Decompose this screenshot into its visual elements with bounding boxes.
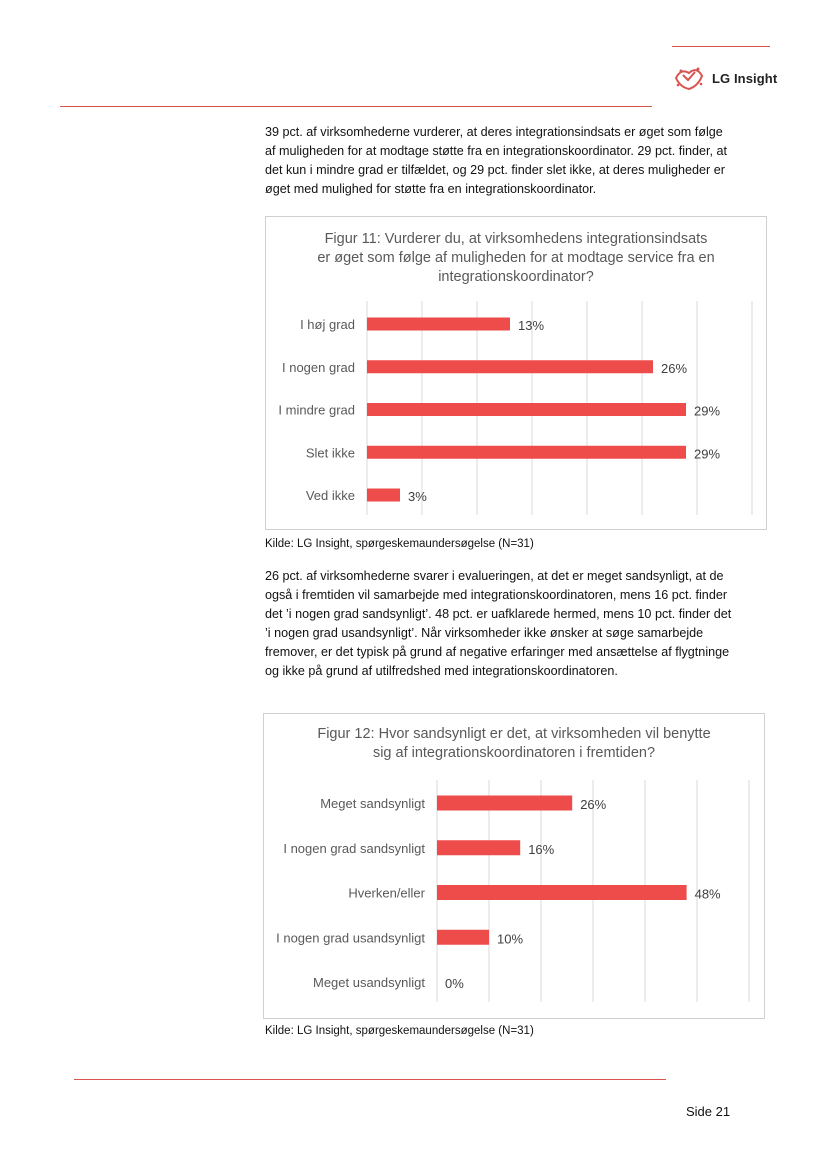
figure-11-title-line: er øget som følge af muligheden for at modtage service fra en [317, 250, 715, 266]
figure-12-caption: Kilde: LG Insight, spørgeskemaundersøgelse (N=31) [265, 1025, 534, 1037]
figure-11-title-line: Figur 11: Vurderer du, at virksomhedens integrationsindsats [324, 231, 708, 247]
figure-12-data-label: 48% [694, 886, 721, 902]
figure-12-bar [437, 840, 520, 855]
figure-11-category-label: I nogen grad [281, 359, 355, 375]
figure-11-category-label: I mindre grad [278, 402, 355, 418]
figure-12-category-label: I nogen grad usandsynligt [276, 930, 425, 946]
figure-12-bar [437, 885, 687, 900]
figure-12-bar [437, 930, 489, 945]
figure-11-data-label: 26% [661, 360, 688, 376]
figure-11-data-label: 29% [694, 446, 721, 462]
figure-12-bar [437, 796, 572, 811]
figure-11-data-label: 29% [694, 403, 721, 419]
figure-12-category-label: Hverken/eller [348, 885, 425, 901]
paragraph-2: 26 pct. af virksomhederne svarer i evalueringen, at det er meget sandsynligt, at de også i fremtiden vil samarbejde med integrationskoordinatoren, mens 16 pct. finder det ’i nogen grad sandsynligt’. 48 pct. er uafklarede hermed, mens 10 pct. finder det ’i nogen grad usandsynligt’. Når virksomheder ikke ønsker at søge samarbejde fremover, er det typisk på grund af negative erfaringer med ansættelse af flygtninge og ikke på grund af utilfredshed med integrationskoordinatoren. [265, 569, 732, 678]
figure-11-bar [367, 446, 686, 459]
figure-12 [263, 713, 765, 1019]
figure-11-bar [367, 489, 400, 502]
figure-11-title-line: integrationskoordinator? [438, 269, 594, 285]
figure-12-chart [264, 714, 764, 1018]
figure-11 [265, 216, 767, 530]
figure-11-data-label: 13% [518, 318, 545, 333]
logo-mark-icon [672, 64, 706, 92]
page-number: Side 21 [686, 1104, 731, 1119]
figure-11-data-label: 3% [408, 489, 427, 504]
figure-11-category-label: Slet ikke [305, 445, 355, 461]
figure-11-bar [367, 360, 653, 373]
figure-11-category-label: Ved ikke [305, 488, 355, 503]
figure-11-bar [367, 403, 686, 416]
figure-12-title-line: Figur 12: Hvor sandsynligt er det, at virksomheden vil benytte [317, 726, 711, 742]
figure-11-caption: Kilde: LG Insight, spørgeskemaundersøgelse (N=31) [265, 538, 534, 550]
figure-11-category-label: I høj grad [300, 317, 355, 332]
figure-12-category-label: Meget sandsynligt [320, 796, 425, 811]
logo-text: LG Insight [712, 70, 778, 86]
figure-12-category-label: Meget usandsynligt [312, 975, 425, 990]
figure-12-title-line: sig af integrationskoordinatoren i fremtiden? [372, 745, 656, 761]
figure-12-category-label: I nogen grad sandsynligt [283, 840, 425, 856]
figure-11-chart [266, 217, 766, 529]
figure-12-data-label: 0% [445, 976, 464, 991]
paragraph-1: 39 pct. af virksomhederne vurderer, at deres integrationsindsats er øget som følge af muligheden for at modtage støtte fra en integrationskoordinator. 29 pct. finder, at det kun i mindre grad er tilfældet, og 29 pct. finder slet ikke, at deres muligheder er øget med mulighed for støtte fra en integrationskoordinator. [265, 125, 728, 196]
footer-rule [74, 1079, 666, 1080]
figure-12-data-label: 26% [580, 797, 607, 812]
lg-insight-logo [672, 63, 782, 93]
header-rule-long [60, 106, 652, 107]
header-rule-short [672, 46, 770, 47]
figure-12-data-label: 16% [528, 841, 555, 857]
figure-12-data-label: 10% [497, 931, 524, 947]
figure-11-bar [367, 318, 510, 331]
